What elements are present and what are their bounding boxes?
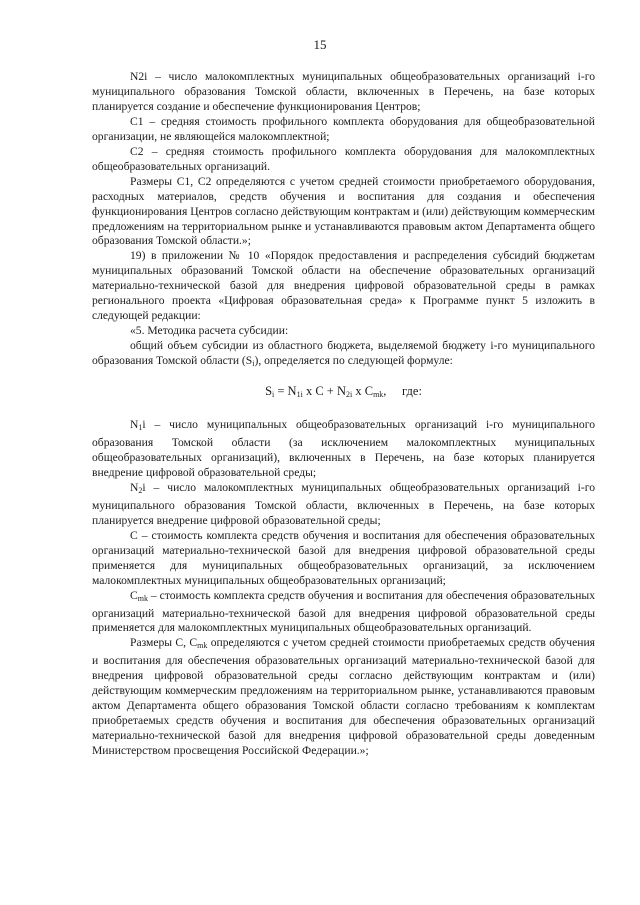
text-fragment: i – число муниципальных общеобразовательных организаций i-го муниципального образования Томской области (за исключением малокомплектных муниципальных общеобразовательных организаций), включенных в Перечень, на базе которых планируется внедрение цифровой образовательной среды; bbox=[92, 418, 595, 479]
paragraph-subsidy-volume bbox=[92, 339, 595, 372]
paragraph-c-cmk-sizes bbox=[92, 636, 595, 759]
subscript: i bbox=[252, 359, 255, 369]
text-fragment: С bbox=[130, 588, 138, 602]
paragraph-n1i-definition bbox=[92, 418, 595, 481]
text-fragment: определяются с учетом средней стоимости приобретаемых средств обучения и воспитания для обеспечения образовательных организаций материально-технической базой для внедрения цифровой образовательной среды согласно действующим контрактам и (или) действующим коммерческим предложениям на территориальном рынке, устанавливаются правовым актом Департамента общего образования Томской области согласно требованиям к комплектам приобретаемых средств обучения и воспитания для обеспечения образовательных организаций материально-технической базой для внедрения цифровой образовательной среды доведенным Министерством просвещения Российской Федерации.»; bbox=[92, 636, 595, 758]
subscript: 1 bbox=[138, 423, 143, 433]
text-fragment: i – число малокомплектных муниципальных общеобразовательных организаций i-го муниципального образования Томской области, включенных в Перечень, на базе которых планируется внедрение цифровой образовательной среды; bbox=[92, 480, 595, 527]
formula-c-sub: mk bbox=[373, 390, 384, 400]
document-body bbox=[92, 70, 595, 759]
text-fragment: Размеры С, С bbox=[130, 636, 198, 650]
text-fragment: ), определяется по следующей формуле: bbox=[254, 354, 453, 368]
subsidy-formula bbox=[92, 382, 595, 404]
formula-where: где: bbox=[402, 384, 422, 399]
subscript: mk bbox=[197, 641, 208, 651]
formula-s-sub: i bbox=[272, 390, 275, 400]
paragraph-c-definition: С – стоимость комплекта средств обучения и воспитания для обеспечения образовательных организаций материально-технической базой для внедрения цифровой образовательной среды применяется для муниципальных общеобразовательных организаций, за исключением малокомплектных муниципальных общеобразовательных организаций; bbox=[92, 528, 595, 587]
paragraph-c1-definition: С1 – средняя стоимость профильного комплекта оборудования для общеобразовательной организации, не являющейся малокомплектной; bbox=[92, 114, 595, 143]
paragraph-n2i-small-definition bbox=[92, 481, 595, 529]
paragraph-n2i-definition: N2i – число малокомплектных муниципальных общеобразовательных организаций i-го муниципального образования Томской области, включенных в Перечень, на базе которых планируется создание и обеспечение функционирования Центров; bbox=[92, 70, 595, 113]
text-fragment: N bbox=[130, 480, 139, 494]
formula-n1-sub: 1i bbox=[296, 390, 303, 400]
formula-mid2: x C bbox=[352, 384, 374, 399]
text-fragment: общий объем субсидии из областного бюджета, выделяемой бюджету i-го муниципального образования Томской области (S bbox=[92, 339, 595, 368]
formula-n2-sub: 2i bbox=[345, 390, 353, 400]
page-number: 15 bbox=[313, 37, 327, 52]
formula-mid1: x C + N bbox=[302, 384, 346, 399]
formula-tail: , bbox=[383, 384, 387, 399]
text-fragment: N bbox=[130, 418, 139, 432]
formula-eq: = N bbox=[274, 384, 297, 399]
paragraph-methodology-heading: «5. Методика расчета субсидии: bbox=[130, 324, 289, 338]
subscript: 2 bbox=[138, 485, 143, 495]
paragraph-cmk-definition bbox=[92, 589, 595, 637]
paragraph-c1-c2-sizes: Размеры С1, С2 определяются с учетом средней стоимости приобретаемого оборудования, расходных материалов, средств обучения и воспитания для создания и обеспечения функционирования Центров согласно действующим контрактам и (или) действующим коммерческим предложениям на территориальном рынке и устанавливаются правовым актом Департамента общего образования Томской области.»; bbox=[92, 174, 595, 248]
subscript: mk bbox=[137, 593, 148, 603]
text-fragment: – стоимость комплекта средств обучения и воспитания для обеспечения образовательных организаций материально-технической базой для внедрения цифровой образовательной среды применяется для малокомплектных муниципальных общеобразовательных организаций. bbox=[92, 588, 595, 635]
paragraph-c2-definition: С2 – средняя стоимость профильного комплекта оборудования для малокомплектных общеобразовательных организаций. bbox=[92, 144, 595, 173]
formula-s: S bbox=[265, 384, 273, 399]
paragraph-item-19: 19) в приложении № 10 «Порядок предоставления и распределения субсидий бюджетам муниципальных образований Томской области на обеспечение образовательных организаций материально-технической базой для внедрения цифровой образовательной среды в рамках регионального проекта «Цифровая образовательная среда» к Программе пункт 5 изложить в следующей редакции: bbox=[92, 249, 595, 323]
